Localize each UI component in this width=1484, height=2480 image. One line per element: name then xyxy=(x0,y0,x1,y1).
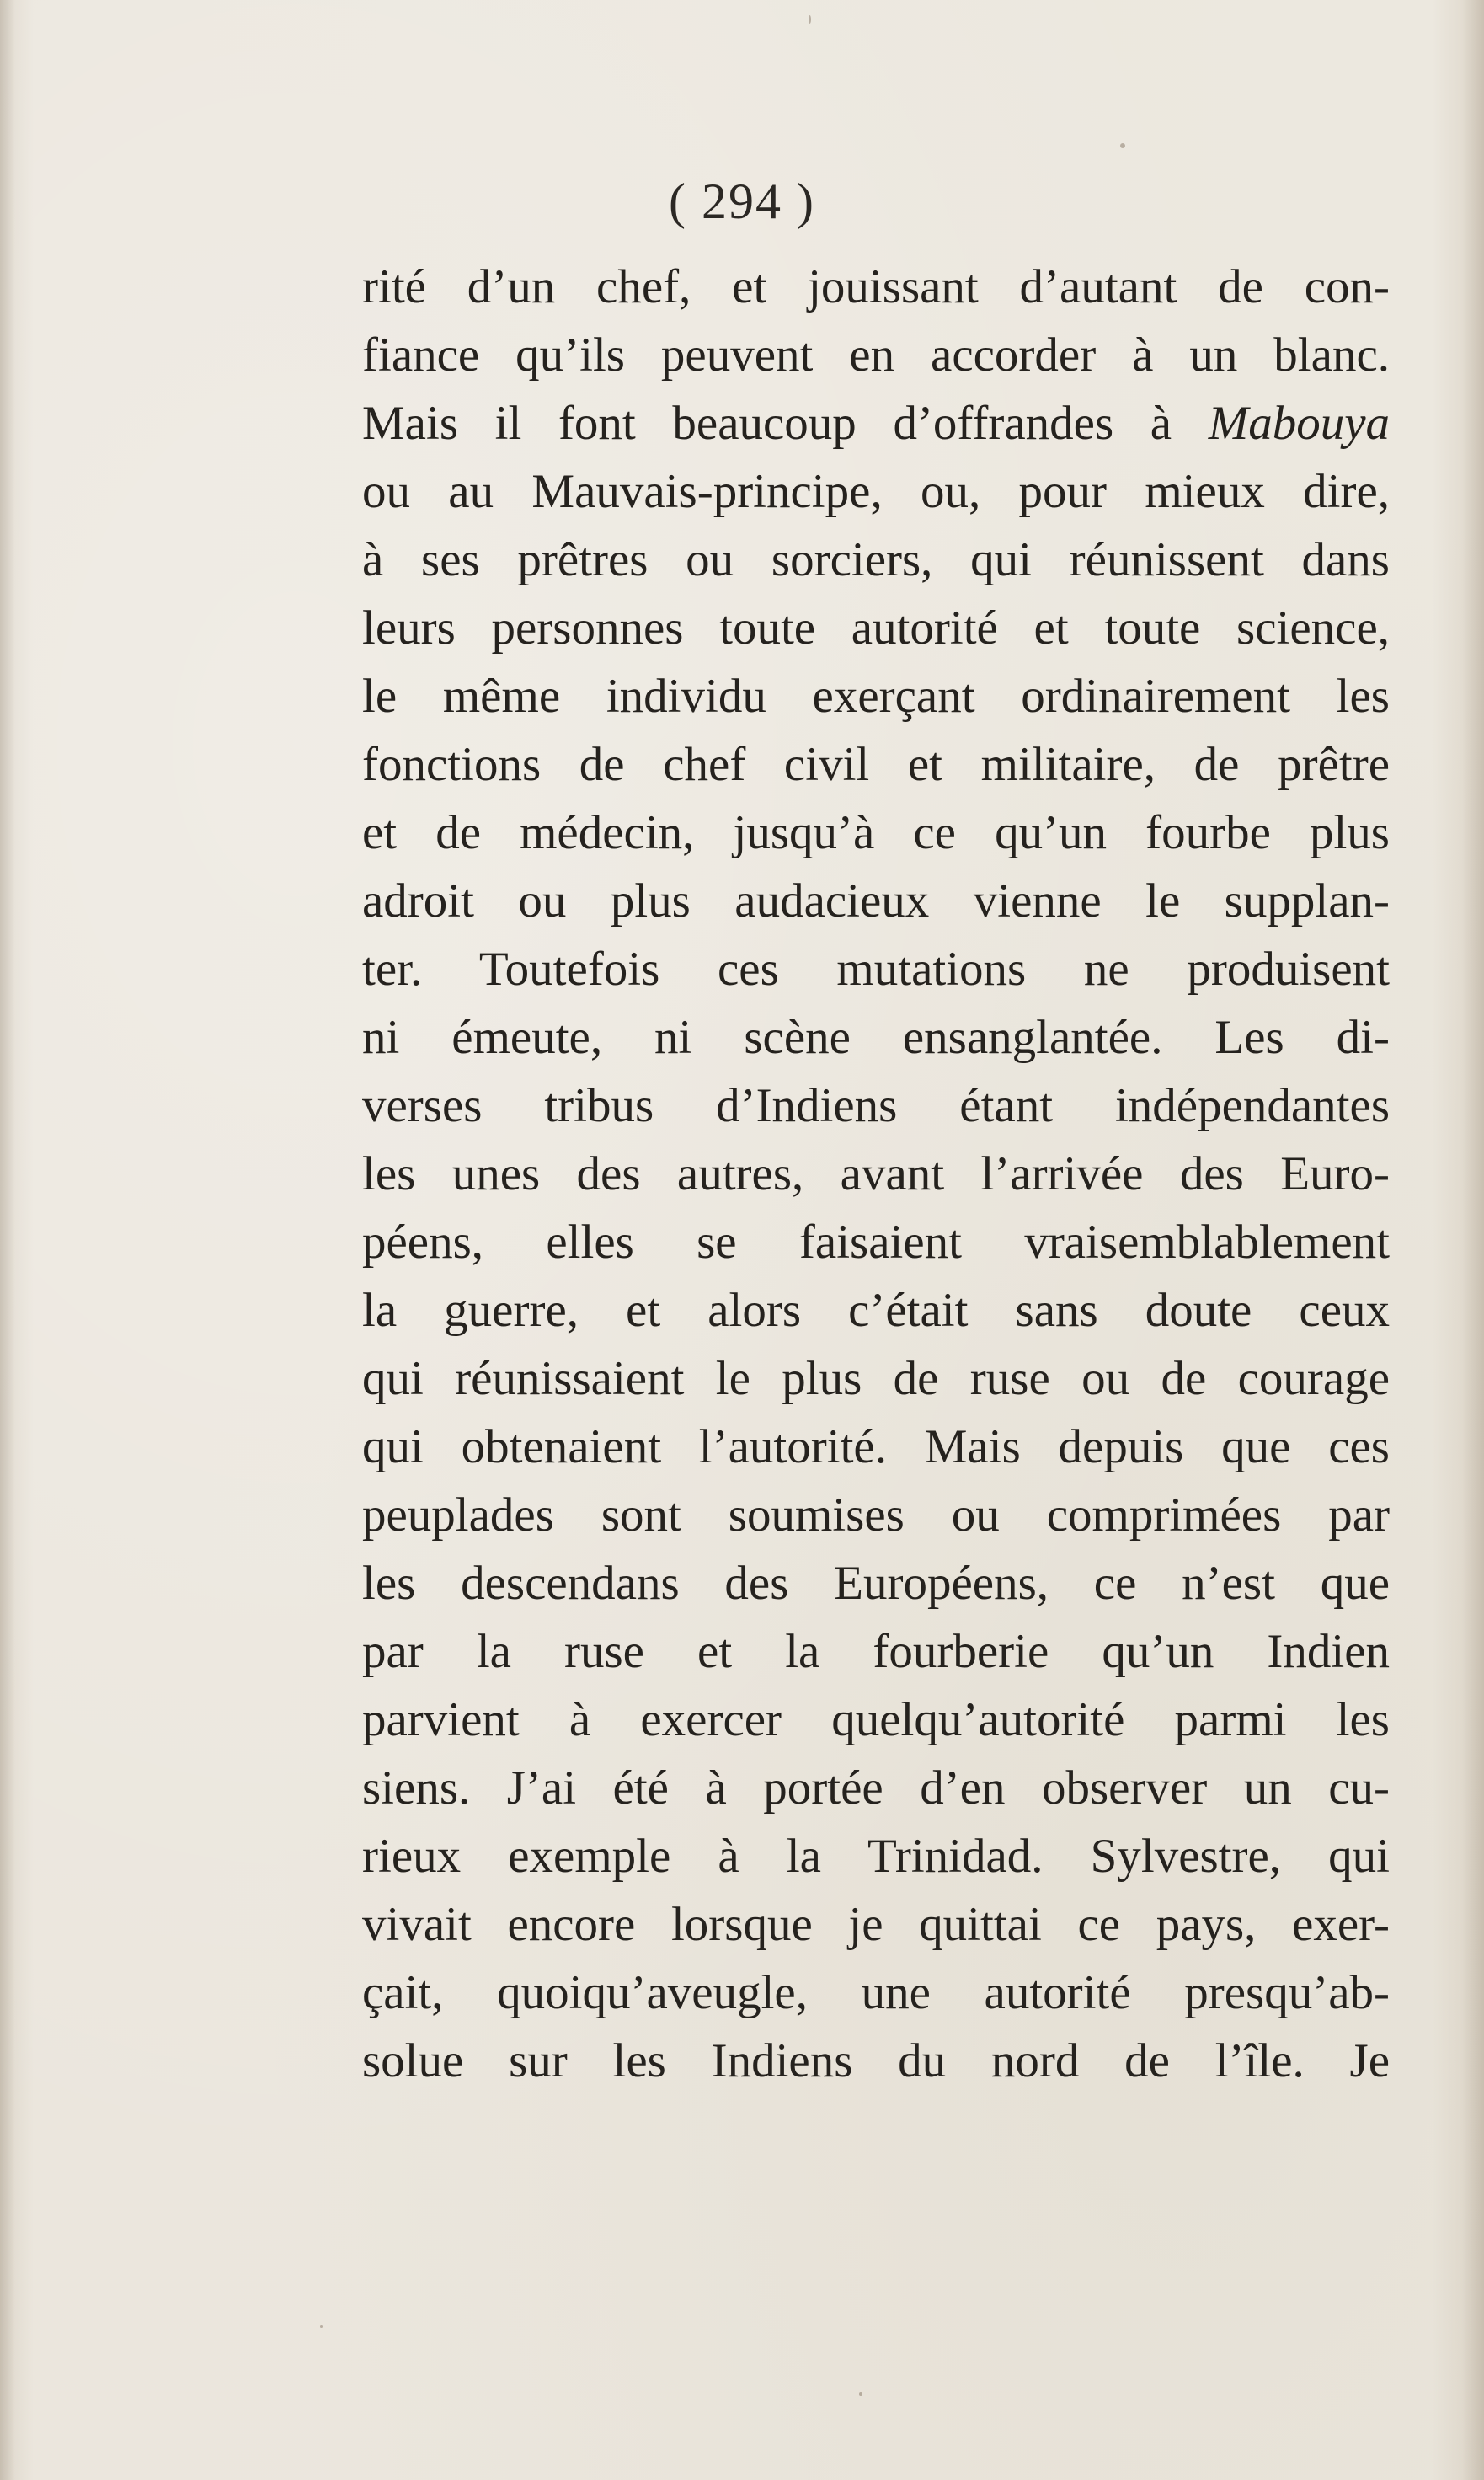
paper-speck xyxy=(809,15,811,24)
text-line-1: rité d’un chef, et jouissant d’autant de con- xyxy=(362,260,1390,313)
text-line-6: leurs personnes toute autorité et toute science, xyxy=(362,601,1390,655)
text-line-2: fiance qu’ils peuvent en accorder à un blanc. xyxy=(362,329,1390,382)
text-line-18: qui obtenaient l’autorité. Mais depuis que ces xyxy=(362,1420,1390,1473)
text-line-3 xyxy=(362,389,1390,457)
text-line-11: ter. Toutefois ces mutations ne produisent xyxy=(362,943,1390,996)
text-line-4: ou au Mauvais-principe, ou, pour mieux dire, xyxy=(362,465,1390,518)
text-line-5: à ses prêtres ou sorciers, qui réunissent dans xyxy=(362,533,1390,586)
text-line-20: les descendans des Européens, ce n’est que xyxy=(362,1557,1390,1610)
text-line-17: qui réunissaient le plus de ruse ou de courage xyxy=(362,1352,1390,1405)
text-line-24: rieux exemple à la Trinidad. Sylvestre, qui xyxy=(362,1830,1390,1883)
text-line-21: par la ruse et la fourberie qu’un Indien xyxy=(362,1625,1390,1678)
italic-word-mabouya: Mabouya xyxy=(1208,397,1390,450)
paper-speck xyxy=(859,2392,862,2396)
text-line-19: peuplades sont soumises ou comprimées par xyxy=(362,1489,1390,1542)
paper-speck xyxy=(320,2325,323,2328)
text-line-26: çait, quoiqu’aveugle, une autorité presqu’ab- xyxy=(362,1966,1390,2019)
text-line-15: péens, elles se faisaient vraisemblablement xyxy=(362,1216,1390,1269)
text-line-10: adroit ou plus audacieux vienne le supplan- xyxy=(362,874,1390,927)
text-line-25: vivait encore lorsque je quittai ce pays, exer- xyxy=(362,1898,1390,1951)
page-right-edge-shadow xyxy=(1462,0,1484,2480)
text-line-27: solue sur les Indiens du nord de l’île. Je xyxy=(362,2034,1390,2087)
text-line-9: et de médecin, jusqu’à ce qu’un fourbe plus xyxy=(362,806,1390,859)
text-line-14: les unes des autres, avant l’arrivée des Euro- xyxy=(362,1147,1390,1200)
text-line-13: verses tribus d’Indiens étant indépendantes xyxy=(362,1079,1390,1132)
text-line-3-roman: Mais il font beaucoup d’offrandes à xyxy=(362,397,1172,450)
body-text xyxy=(362,253,1390,2095)
text-line-22: parvient à exercer quelqu’autorité parmi les xyxy=(362,1693,1390,1746)
text-line-16: la guerre, et alors c’était sans doute ceux xyxy=(362,1284,1390,1337)
paper-speck xyxy=(1120,143,1125,148)
text-line-8: fonctions de chef civil et militaire, de prêtre xyxy=(362,738,1390,791)
text-line-7: le même individu exerçant ordinairement les xyxy=(362,670,1390,723)
page-number: ( 294 ) xyxy=(669,174,815,229)
page-left-edge-shadow xyxy=(0,0,15,2480)
text-line-12: ni émeute, ni scène ensanglantée. Les di- xyxy=(362,1011,1390,1064)
text-line-23: siens. J’ai été à portée d’en observer un cu- xyxy=(362,1761,1390,1815)
